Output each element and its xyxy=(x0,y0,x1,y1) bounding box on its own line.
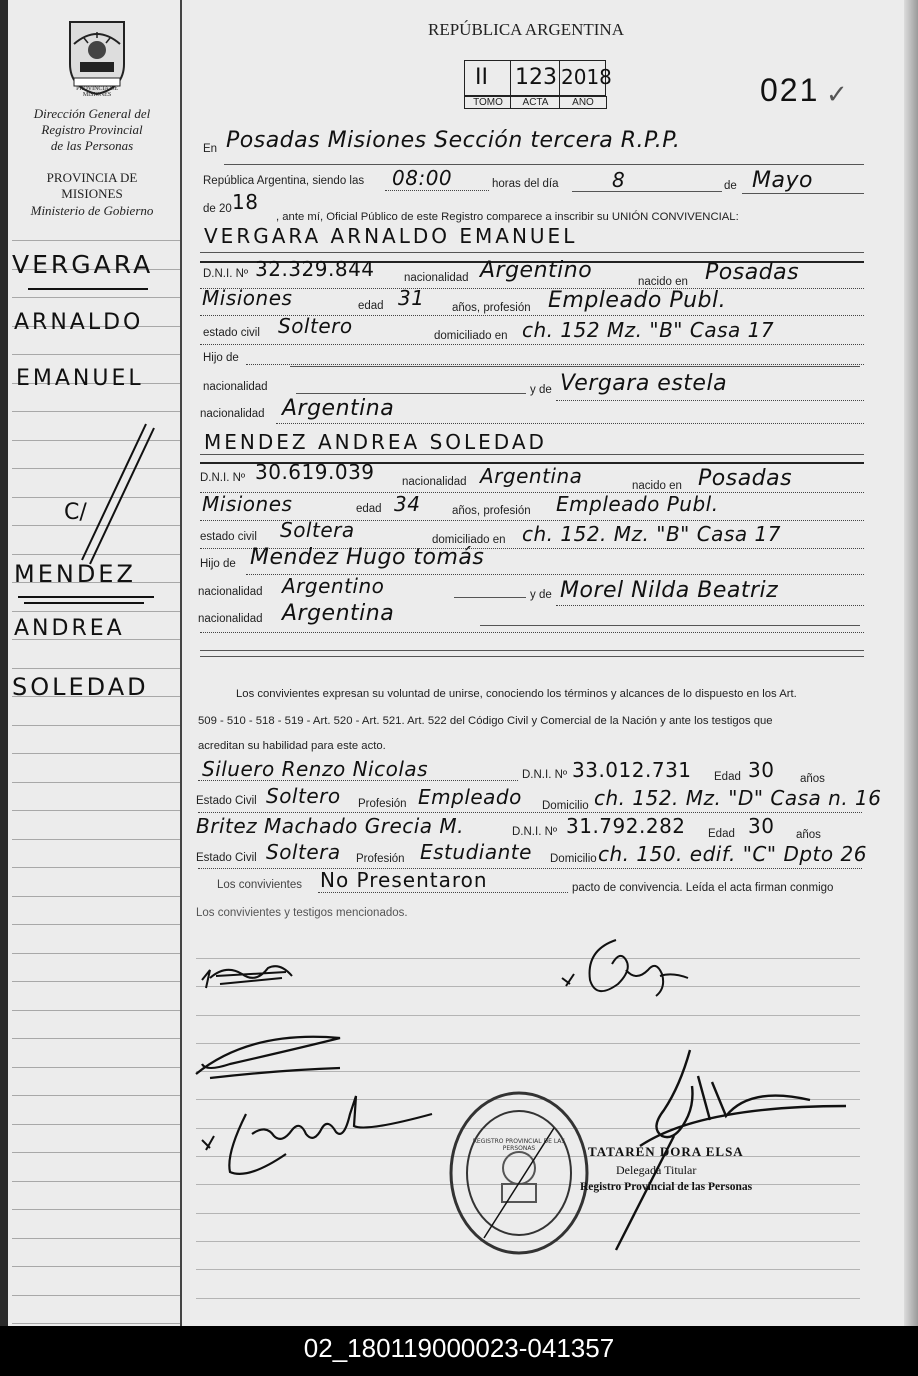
w2-edad-label: Edad xyxy=(708,828,735,840)
en-value: Posadas Misiones Sección tercera R.P.P. xyxy=(226,128,681,153)
margin-rule xyxy=(12,1323,180,1324)
pacto-label: pacto de convivencia. Leída el acta firman conmigo xyxy=(572,882,834,894)
p1-civil-label: estado civil xyxy=(203,327,260,339)
p2-dni: 30.619.039 xyxy=(255,460,375,484)
org-line2: Registro Provincial xyxy=(41,122,143,137)
official-stamp xyxy=(444,1088,594,1258)
p2-edad-label: edad xyxy=(356,503,382,515)
w2-edad: 30 xyxy=(748,814,775,838)
w2-dni: 31.792.282 xyxy=(566,814,686,838)
signature-4 xyxy=(196,1084,446,1184)
margin-name-5: ANDREA xyxy=(14,616,125,641)
declaration-line2: 509 - 510 - 518 - 519 - Art. 520 - Art. 521. Art. 522 del Código Civil y Comercial de la Nación y ante los testigos que xyxy=(198,715,773,727)
page-check-mark: ✓ xyxy=(826,80,848,110)
province-line2: MISIONES xyxy=(61,186,123,201)
time-value: 08:00 xyxy=(392,166,453,190)
w1-edad: 30 xyxy=(748,758,775,782)
p2-dom: ch. 152. Mz. "B" Casa 17 xyxy=(522,522,781,546)
org-line1: Dirección General del xyxy=(33,106,151,121)
w2-dni-label: D.N.I. Nº xyxy=(512,826,558,838)
rule xyxy=(290,366,860,367)
margin-rule xyxy=(12,839,180,840)
rule xyxy=(200,656,864,657)
dots xyxy=(198,780,518,781)
rule xyxy=(200,454,864,455)
p1-nacido-label: nacido en xyxy=(638,276,688,288)
stamp-text: REGISTRO PROVINCIAL DE LAS PERSONAS xyxy=(472,1138,566,1152)
margin-rule xyxy=(12,240,180,241)
w1-prof: Empleado xyxy=(418,785,522,809)
p2-nac-madre-label: nacionalidad xyxy=(198,613,263,625)
w1-civil: Soltero xyxy=(266,784,341,808)
signature-rule xyxy=(196,1298,860,1299)
acta-value: 123 xyxy=(515,65,557,90)
ministry-line: Ministerio de Gobierno xyxy=(30,203,154,218)
p2-nac-padre: Argentino xyxy=(282,574,385,598)
dots xyxy=(318,892,568,893)
p2-prof: Empleado Publ. xyxy=(556,492,719,516)
p2-lugar2: Misiones xyxy=(202,492,293,516)
anio-cell xyxy=(559,60,612,96)
dots xyxy=(200,492,864,493)
p1-nacido: Posadas xyxy=(705,260,800,285)
margin-name-2: ARNALDO xyxy=(14,310,144,335)
separator-slashes xyxy=(68,420,158,570)
page-edge xyxy=(904,0,918,1326)
w2-civil-label: Estado Civil xyxy=(196,852,257,864)
p2-dom-label: domiciliado en xyxy=(432,534,506,546)
crest-caption: PROVINCIA DE MISIONES xyxy=(76,86,118,98)
signature-rule xyxy=(196,1015,860,1016)
margin-name-4: MENDEZ xyxy=(14,560,136,588)
left-margin-column xyxy=(8,0,180,1326)
de-label: de xyxy=(724,180,737,192)
margin-rule xyxy=(12,1095,180,1096)
dots xyxy=(556,605,864,606)
w2-dom: ch. 150. edif. "C" Dpto 26 xyxy=(598,842,867,866)
margin-rule xyxy=(12,411,180,412)
day-value: 8 xyxy=(612,168,626,192)
anio-label: AÑO xyxy=(559,96,607,109)
w1-dom-label: Domicilio xyxy=(542,800,589,812)
margin-rule xyxy=(12,297,180,298)
en-label: En xyxy=(203,143,218,155)
margin-rule xyxy=(12,725,180,726)
margin-c-mark: C/ xyxy=(64,500,87,525)
declaration-line1: Los convivientes expresan su voluntad de unirse, conociendo los términos y alcances de lo dispuesto en los Art. xyxy=(236,688,797,700)
signature-2 xyxy=(556,930,696,1006)
tomo-label: TOMO xyxy=(464,96,512,109)
margin-rule xyxy=(12,1238,180,1239)
margin-rule xyxy=(12,1181,180,1182)
rule xyxy=(200,252,864,253)
conv-label: Los convivientes xyxy=(217,879,303,891)
dots xyxy=(198,868,862,869)
p1-dni-label: D.N.I. Nº xyxy=(203,268,249,280)
margin-rule xyxy=(12,810,180,811)
p1-lugar2: Misiones xyxy=(202,286,293,310)
p2-nac-padre-label: nacionalidad xyxy=(198,586,263,598)
margin-rule xyxy=(12,953,180,954)
p1-nac-label: nacionalidad xyxy=(404,272,469,284)
dots xyxy=(200,632,864,633)
w2-prof: Estudiante xyxy=(420,840,532,864)
p2-dni-label: D.N.I. Nº xyxy=(200,472,246,484)
margin-rule xyxy=(12,1038,180,1039)
underline-2 xyxy=(18,596,154,598)
margin-name-1: VERGARA xyxy=(12,250,154,279)
underline-1 xyxy=(28,288,148,290)
p1-madre: Vergara estela xyxy=(560,371,728,396)
dots xyxy=(385,190,489,191)
p2-nac-madre: Argentina xyxy=(282,601,395,626)
signature-1 xyxy=(196,950,306,1000)
rule xyxy=(572,191,722,192)
acta-cell xyxy=(510,60,560,96)
w2-name: Britez Machado Grecia M. xyxy=(196,814,465,838)
official-name: TATAREN DORA ELSA xyxy=(588,1144,744,1159)
tomo-value: II xyxy=(475,65,488,90)
p2-edad: 34 xyxy=(394,492,421,516)
margin-rule xyxy=(12,1266,180,1267)
margin-rule xyxy=(12,782,180,783)
p1-edad: 31 xyxy=(398,286,425,310)
margin-rule xyxy=(12,1067,180,1068)
acta-label: ACTA xyxy=(510,96,561,109)
rule xyxy=(480,625,860,626)
margin-rule xyxy=(12,896,180,897)
dots xyxy=(200,344,864,345)
p2-hijo: Mendez Hugo tomás xyxy=(250,545,485,570)
margin-rule xyxy=(12,1295,180,1296)
dots xyxy=(556,400,864,401)
p1-prof: Empleado Publ. xyxy=(548,288,727,313)
w2-dom-label: Domicilio xyxy=(550,853,597,865)
act-reference-box xyxy=(464,60,612,110)
conv-value: No Presentaron xyxy=(320,868,488,892)
declaration-line3: acreditan su habilidad para este acto. xyxy=(198,740,386,752)
p1-civil: Soltero xyxy=(278,314,353,338)
signature-rule xyxy=(196,1269,860,1270)
rule xyxy=(224,164,864,165)
p1-dom-label: domiciliado en xyxy=(434,330,508,342)
year-value: 18 xyxy=(232,190,259,214)
rep-label: República Argentina, siendo las xyxy=(203,175,365,187)
rule xyxy=(454,597,526,598)
person2-name: MENDEZ ANDREA SOLEDAD xyxy=(204,430,547,454)
signature-3 xyxy=(190,1024,350,1088)
org-line3: de las Personas xyxy=(50,138,134,153)
w1-civil-label: Estado Civil xyxy=(196,795,257,807)
dots xyxy=(200,288,864,289)
person1-name: VERGARA ARNALDO EMANUEL xyxy=(204,224,578,248)
underline-3 xyxy=(24,602,144,604)
binding-strip xyxy=(0,0,8,1326)
p1-prof-label: años, profesión xyxy=(452,302,531,314)
p1-y-de-label: y de xyxy=(530,384,552,396)
column-divider xyxy=(180,0,182,1326)
month-value: Mayo xyxy=(752,168,813,193)
w1-edad-label: Edad xyxy=(714,771,741,783)
official-org: Registro Provincial de las Personas xyxy=(580,1181,753,1193)
w2-civil: Soltera xyxy=(266,840,341,864)
p2-madre: Morel Nilda Beatriz xyxy=(560,578,779,603)
w2-anios-label: años xyxy=(796,829,821,841)
p2-civil-label: estado civil xyxy=(200,531,257,543)
p1-hijo-label: Hijo de xyxy=(203,352,239,364)
margin-rule xyxy=(12,354,180,355)
p2-nacido-label: nacido en xyxy=(632,480,682,492)
w1-prof-label: Profesión xyxy=(358,798,407,810)
w1-anios-label: años xyxy=(800,773,825,785)
year-prefix: de 20 xyxy=(203,203,232,215)
p1-dom: ch. 152 Mz. "B" Casa 17 xyxy=(522,318,775,342)
rule xyxy=(200,650,864,651)
p1-edad-label: edad xyxy=(358,300,384,312)
w2-prof-label: Profesión xyxy=(356,853,405,865)
closing-line2: Los convivientes y testigos mencionados. xyxy=(196,907,408,919)
p1-nac: Argentino xyxy=(480,258,593,283)
p2-y-de-label: y de xyxy=(530,589,552,601)
margin-rule xyxy=(12,1010,180,1011)
compare-label: , ante mí, Oficial Público de este Registro comparece a inscribir su UNIÓN CONVIVENCIAL: xyxy=(276,211,739,223)
w1-dni: 33.012.731 xyxy=(572,758,692,782)
country-title: REPÚBLICA ARGENTINA xyxy=(428,20,624,39)
p2-nacido: Posadas xyxy=(698,466,793,491)
anio-value: 2018 xyxy=(561,65,612,89)
footer-code: 02_180119000023-041357 xyxy=(0,1326,918,1376)
province-crest-icon xyxy=(64,18,130,96)
margin-rule xyxy=(12,753,180,754)
p1-dni: 32.329.844 xyxy=(255,257,375,281)
page-number: 021 xyxy=(760,72,820,108)
dots xyxy=(246,364,864,365)
rule xyxy=(742,193,864,194)
margin-rule xyxy=(12,1124,180,1125)
margin-name-6: SOLEDAD xyxy=(12,673,149,701)
province-line1: PROVINCIA DE xyxy=(46,170,138,185)
dots xyxy=(276,423,864,424)
margin-name-3: EMANUEL xyxy=(16,366,144,391)
margin-rule xyxy=(12,668,180,669)
p2-nac: Argentina xyxy=(480,464,583,488)
w1-dom: ch. 152. Mz. "D" Casa n. 16 xyxy=(594,786,882,810)
w1-dni-label: D.N.I. Nº xyxy=(522,769,568,781)
official-role: Delegada Titular xyxy=(616,1163,697,1177)
margin-rule xyxy=(12,1209,180,1210)
tomo-cell xyxy=(464,60,511,96)
w1-name: Siluero Renzo Nicolas xyxy=(202,757,429,781)
margin-rule xyxy=(12,924,180,925)
dots xyxy=(198,812,862,813)
margin-rule xyxy=(12,611,180,612)
p1-nac-madre: Argentina xyxy=(282,396,395,421)
p2-civil: Soltera xyxy=(280,518,355,542)
p2-prof-label: años, profesión xyxy=(452,505,531,517)
p1-nac-madre-label: nacionalidad xyxy=(200,408,265,420)
margin-rule xyxy=(12,867,180,868)
rule xyxy=(296,393,526,394)
p2-nac-label: nacionalidad xyxy=(402,476,467,488)
p1-nac-padre-label: nacionalidad xyxy=(203,381,268,393)
p2-hijo-label: Hijo de xyxy=(200,558,236,570)
margin-rule xyxy=(12,981,180,982)
horas-label: horas del día xyxy=(492,178,559,190)
margin-rule xyxy=(12,1152,180,1153)
